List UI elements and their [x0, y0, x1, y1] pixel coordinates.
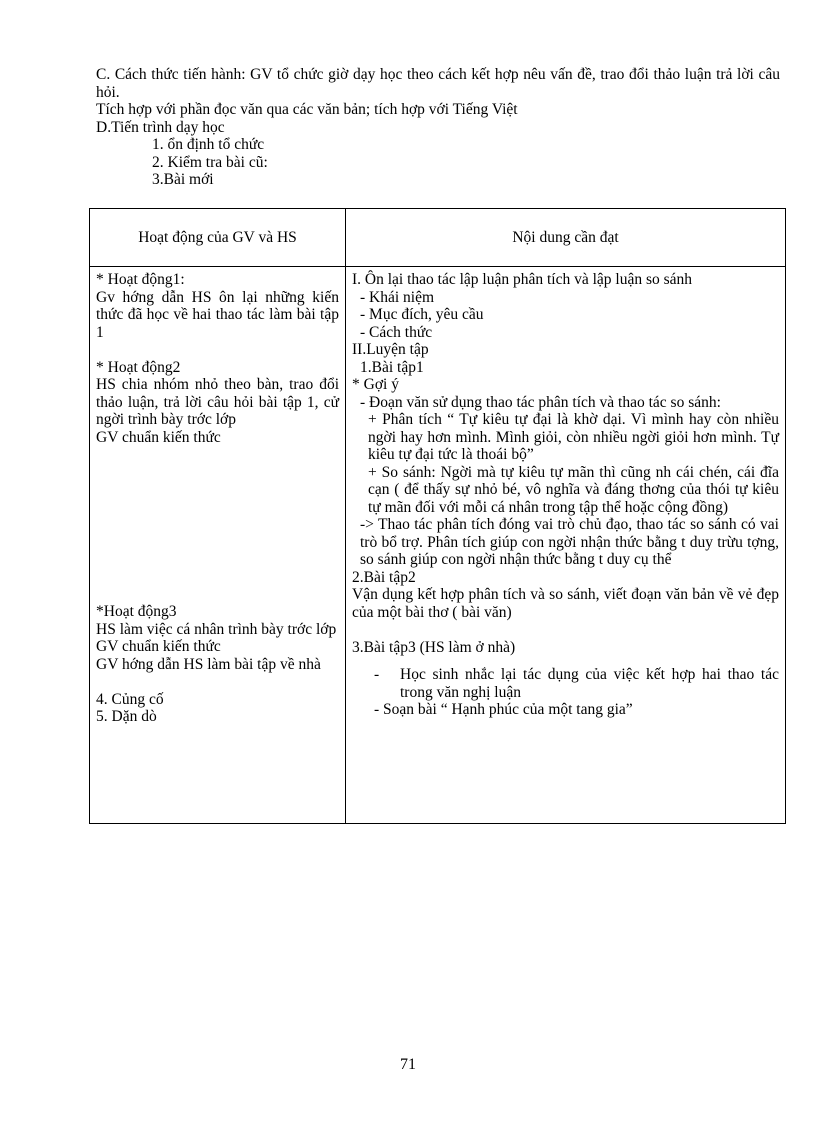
activity3-text: HS làm việc cá nhân trình bày trớc lớp — [96, 620, 337, 638]
activity3-homework-guide: GV hớng dẫn HS làm bài tập về nhà — [96, 655, 321, 673]
intro-section — [96, 66, 780, 189]
spacer — [96, 341, 339, 359]
homework-item-1 — [352, 666, 779, 701]
section1-title: I. Ôn lại thao tác lập luận phân tích và lập luận so sánh — [352, 271, 693, 288]
spacer — [352, 621, 779, 639]
comparison-point: + So sánh: Ngời mà tự kiêu tự mãn thì cũng nh cái chén, cái đĩa cạn ( để thấy sự nhỏ bé, vô nghĩa và đáng thơng của thói tự kiêu tự mãn đối với mỗi cá nhân trong tập thể hoặc cộng đồng) — [368, 463, 779, 516]
section2-title: II.Luyện tập — [352, 341, 429, 358]
activity1-title: * Hoạt động1: — [96, 271, 185, 288]
process-heading: D.Tiến trình dạy học — [96, 118, 225, 136]
activity3-teacher: GV chuẩn kiến thức — [96, 638, 221, 655]
exercise3-title: 3.Bài tập3 (HS làm ở nhà) — [352, 638, 516, 656]
paragraph-analysis: - Đoạn văn sử dụng thao tác phân tích và thao tác so sánh: — [360, 393, 721, 411]
spacer — [96, 446, 339, 603]
table-body-row — [90, 267, 786, 824]
exercise2-title: 2.Bài tập2 — [352, 568, 416, 586]
conclusion-point: -> Thao tác phân tích đóng vai trò chủ đạo, thao tác so sánh có vai trò bổ trợ. Phân tích giúp con ngời nhận thức bằng t duy trừu tợng, so sánh giúp con ngời nhận thức bằng t duy cụ thể — [360, 516, 779, 568]
homework-item-2: - Soạn bài “ Hạnh phúc của một tang gia” — [374, 701, 633, 718]
exercise1-title: 1.Bài tập1 — [360, 358, 424, 376]
activity3-title: *Hoạt động3 — [96, 603, 177, 620]
dash-marker: - — [374, 666, 380, 683]
spacer — [96, 673, 339, 691]
method-item: - Cách thức — [360, 323, 433, 341]
table-header-row — [90, 209, 786, 267]
hint-title: * Gợi ý — [352, 376, 399, 393]
instructions: 5. Dặn dò — [96, 708, 157, 725]
step-new-lesson: 3.Bài mới — [152, 171, 214, 188]
integration-text: Tích hợp với phần đọc văn qua các văn bản; tích hợp với Tiếng Việt — [96, 101, 518, 118]
activities-cell — [90, 267, 346, 824]
concept-item: - Khái niệm — [360, 288, 435, 306]
activity2-teacher: GV chuẩn kiến thức — [96, 428, 221, 446]
analysis-point: + Phân tích “ Tự kiêu tự đại là khờ dại. Vì mình hay còn nhiều ngời hay hơn mình. Mình giỏi, còn nhiều ngời giỏi hơn mình. Tự kiêu tự đại tức là thoái bộ” — [368, 411, 779, 463]
page-number: 71 — [400, 1056, 416, 1073]
method-text: C. Cách thức tiến hành: GV tổ chức giờ dạy học theo cách kết hợp nêu vấn đề, trao đổi thảo luận trả lời câu hỏi. — [96, 66, 780, 101]
lesson-table — [89, 208, 786, 824]
exercise2-text: Vận dụng kết hợp phân tích và so sánh, viết đoạn văn bản về vẻ đẹp của một bài thơ ( bài văn) — [352, 586, 779, 621]
homework-item-1-text: Học sinh nhắc lại tác dụng của việc kết hợp hai thao tác trong văn nghị luận — [400, 666, 779, 701]
step-check-old-lesson: 2. Kiểm tra bài cũ: — [152, 153, 268, 171]
purpose-item: - Mục đích, yêu cầu — [360, 306, 484, 323]
spacer — [352, 656, 779, 666]
activity2-text: HS chia nhóm nhỏ theo bàn, trao đổi thảo luận, trả lời câu hỏi bài tập 1, cử ngời trình bày trớc lớp — [96, 376, 339, 428]
consolidation: 4. Củng cố — [96, 690, 164, 708]
activity1-text: Gv hớng dẫn HS ôn lại những kiến thức đã học về hai thao tác làm bài tập 1 — [96, 288, 339, 341]
content-cell — [346, 267, 786, 824]
step-organize: 1. ổn định tổ chức — [152, 136, 265, 153]
header-activities: Hoạt động của GV và HS — [90, 209, 346, 267]
activity2-title: * Hoạt động2 — [96, 358, 181, 376]
header-content: Nội dung cần đạt — [346, 209, 786, 267]
